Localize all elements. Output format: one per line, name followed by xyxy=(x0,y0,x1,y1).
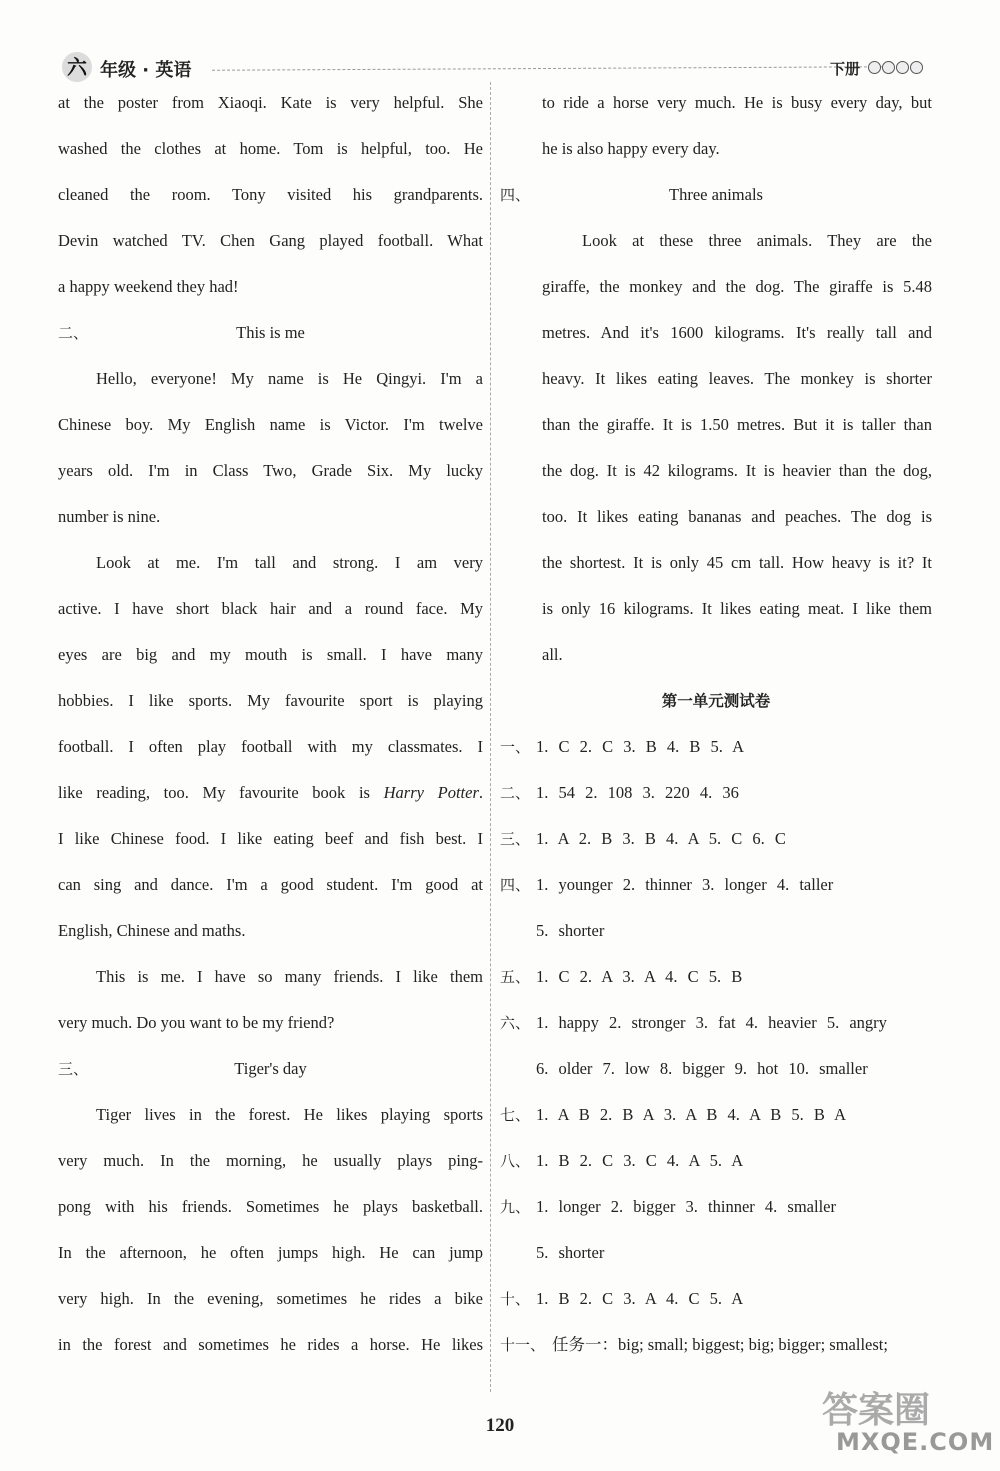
text-line: Look at me. I'm tall and strong. I am very xyxy=(96,553,483,572)
text-line: eyes are big and my mouth is small. I have many xyxy=(58,645,483,664)
answer-number: 三、 xyxy=(500,830,531,848)
answer-items: 1. B 2. C 3. C 4. A 5. A xyxy=(536,1151,744,1170)
answer-items: 1. C 2. A 3. A 4. C 5. B xyxy=(536,967,743,986)
answer-row xyxy=(500,770,932,816)
answer-number: 五、 xyxy=(500,968,531,986)
answer-row xyxy=(500,1138,932,1184)
text-line: hobbies. I like sports. My favourite sport is playing xyxy=(58,691,483,710)
text-line: at the poster from Xiaoqi. Kate is very helpful. She xyxy=(58,93,483,112)
text-line: can sing and dance. I'm a good student. I'm good at xyxy=(58,875,483,894)
text-line: giraffe, the monkey and the dog. The giraffe is 5.48 xyxy=(542,277,932,296)
answer-items: 5. shorter xyxy=(536,921,605,940)
text-line: heavy. It likes eating leaves. The monkey is shorter xyxy=(542,369,932,388)
answer-items: 1. happy 2. stronger 3. fat 4. heavier 5. angry xyxy=(536,1013,887,1032)
answer-row xyxy=(500,954,932,1000)
text-line: cleaned the room. Tony visited his grandparents. xyxy=(58,185,483,204)
answer-number: 二、 xyxy=(500,784,531,802)
section-number: 四、 xyxy=(500,186,531,204)
section-title: This is me xyxy=(236,323,305,342)
answer-row xyxy=(500,724,932,770)
answer-items: 5. shorter xyxy=(536,1243,605,1262)
left-column xyxy=(58,80,483,1368)
answer-items: 1. B 2. C 3. A 4. C 5. A xyxy=(536,1289,744,1308)
column-divider xyxy=(490,82,491,1392)
text-line: he is also happy every day. xyxy=(542,139,720,158)
text-line: the shortest. It is only 45 cm tall. How heavy is it? It xyxy=(542,553,932,572)
section-heading xyxy=(58,1046,483,1092)
section-title: Three animals xyxy=(669,185,763,204)
text-line: Hello, everyone! My name is He Qingyi. I'm a xyxy=(96,369,483,388)
section-number: 二、 xyxy=(58,324,89,342)
answer-items: 6. older 7. low 8. bigger 9. hot 10. smaller xyxy=(536,1059,868,1078)
answer-number: 十、 xyxy=(500,1290,531,1308)
text-line: very much. In the morning, he usually plays ping- xyxy=(58,1151,483,1170)
text-line: Devin watched TV. Chen Gang played football. What xyxy=(58,231,483,250)
answer-row xyxy=(500,862,932,908)
answer-items: 1. 54 2. 108 3. 220 4. 36 xyxy=(536,783,739,802)
text-line: pong with his friends. Sometimes he plays basketball. xyxy=(58,1197,483,1216)
answer-row xyxy=(500,1184,932,1230)
text-line: Look at these three animals. They are the xyxy=(582,231,932,250)
text-line: number is nine. xyxy=(58,507,161,526)
unit-test-title: 第一单元测试卷 xyxy=(661,692,771,710)
answer-items: 1. A B 2. B A 3. A B 4. A B 5. B A xyxy=(536,1105,847,1124)
text-line: like reading, too. My favourite book is Harry Potter. xyxy=(58,783,483,802)
right-column xyxy=(500,80,932,1368)
text-line: English, Chinese and maths. xyxy=(58,921,246,940)
watermark-logo: 答案圈 xyxy=(822,1390,931,1431)
answer-number: 一、 xyxy=(500,738,531,756)
text-line: all. xyxy=(542,645,563,664)
answer-row xyxy=(500,1276,932,1322)
section-number: 三、 xyxy=(58,1060,89,1078)
text-line: than the giraffe. It is 1.50 metres. But it is taller than xyxy=(542,415,932,434)
answer-number: 九、 xyxy=(500,1198,531,1216)
text-line: too. It likes eating bananas and peaches. The dog is xyxy=(542,507,932,526)
answer-items: 1. A 2. B 3. B 4. A 5. C 6. C xyxy=(536,829,786,848)
answer-items: 1. longer 2. bigger 3. thinner 4. smaller xyxy=(536,1197,836,1216)
answer-items: 1. C 2. C 3. B 4. B 5. A xyxy=(536,737,745,756)
answer-number: 六、 xyxy=(500,1014,531,1032)
grade-badge: 六 xyxy=(62,52,92,82)
answer-row xyxy=(500,1322,932,1368)
answer-number: 八、 xyxy=(500,1152,531,1170)
answer-number: 七、 xyxy=(500,1106,531,1124)
answer-items: 1. younger 2. thinner 3. longer 4. taller xyxy=(536,875,834,894)
section-heading xyxy=(500,172,932,218)
section-heading xyxy=(58,310,483,356)
text-line: Chinese boy. My English name is Victor. I'm twelve xyxy=(58,415,483,434)
text-line: I like Chinese food. I like eating beef and fish best. I xyxy=(58,829,483,848)
text-line: the dog. It is 42 kilograms. It is heavier than the dog, xyxy=(542,461,932,480)
answer-row xyxy=(500,1046,932,1092)
book-title: Harry Potter xyxy=(383,783,479,802)
text-line: a happy weekend they had! xyxy=(58,277,239,296)
answer-row xyxy=(500,1230,932,1276)
text-line: This is me. I have so many friends. I like them xyxy=(96,967,483,986)
answer-row xyxy=(500,816,932,862)
text-line: Tiger lives in the forest. He likes playing sports xyxy=(96,1105,483,1124)
answer-items: 任务一：big; small; biggest; big; bigger; smallest; xyxy=(552,1335,888,1354)
page-number: 120 xyxy=(485,1415,515,1436)
answer-number: 四、 xyxy=(500,876,531,894)
header-divider xyxy=(212,66,882,71)
watermark-url: MXQE.COM xyxy=(836,1428,995,1456)
section-title: Tiger's day xyxy=(234,1059,307,1078)
text-line: very high. In the evening, sometimes he rides a bike xyxy=(58,1289,483,1308)
text-line: active. I have short black hair and a round face. My xyxy=(58,599,483,618)
answer-row xyxy=(500,1000,932,1046)
header-subject: 年级 · 英语 xyxy=(100,60,192,81)
text-line: years old. I'm in Class Two, Grade Six. My lucky xyxy=(58,461,483,480)
text-line: is only 16 kilograms. It likes eating meat. I like them xyxy=(542,599,932,618)
text-line: very much. Do you want to be my friend? xyxy=(58,1013,335,1032)
text-line: to ride a horse very much. He is busy every day, but xyxy=(542,93,932,112)
text-line: in the forest and sometimes he rides a horse. He likes xyxy=(58,1335,483,1354)
answer-row xyxy=(500,908,932,954)
answer-number: 十一、 xyxy=(500,1336,546,1354)
text-line: In the afternoon, he often jumps high. He can jump xyxy=(58,1243,483,1262)
header-volume: 下册 xyxy=(830,60,861,78)
answer-row xyxy=(500,1092,932,1138)
header-decoration-icon xyxy=(868,61,924,79)
text-line: metres. And it's 1600 kilograms. It's really tall and xyxy=(542,323,932,342)
text-line: washed the clothes at home. Tom is helpful, too. He xyxy=(58,139,483,158)
text-line: football. I often play football with my classmates. I xyxy=(58,737,483,756)
